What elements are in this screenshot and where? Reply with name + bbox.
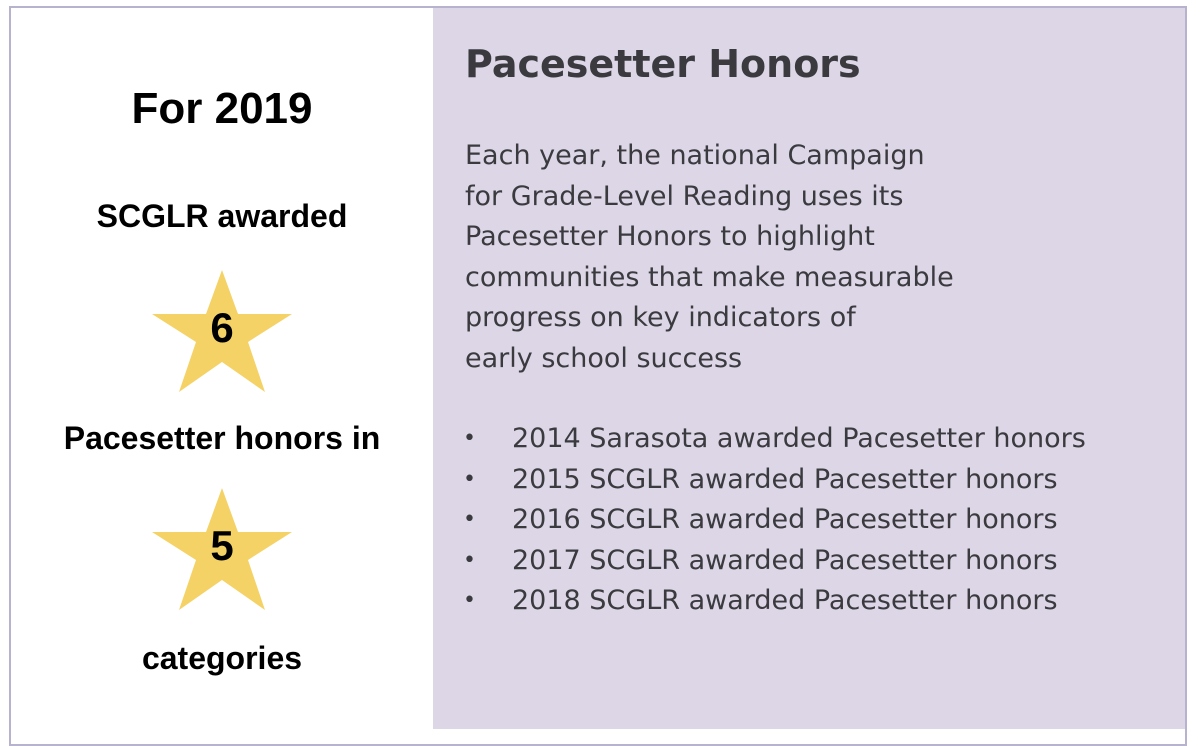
- list-item: [457, 419, 1086, 460]
- summary-panel: [11, 8, 433, 729]
- honor-text: 2017 SCGLR awarded Pacesetter honors: [512, 544, 1058, 576]
- bullet-icon: •: [463, 547, 476, 573]
- categories-label: categories: [141, 640, 303, 676]
- honor-text: 2015 SCGLR awarded Pacesetter honors: [512, 463, 1058, 495]
- honors-label: Pacesetter honors in: [63, 420, 381, 456]
- bullet-icon: •: [463, 426, 476, 451]
- bullet-icon: •: [463, 507, 476, 533]
- list-item: [457, 460, 1086, 501]
- honor-text: 2014 Sarasota awarded Pacesetter honors: [512, 423, 1086, 454]
- honors-count-star: [152, 270, 292, 392]
- description-line: for Grade-Level Reading uses its: [465, 180, 904, 212]
- categories-count-star: [152, 488, 292, 610]
- honor-text: 2016 SCGLR awarded Pacesetter honors: [512, 504, 1058, 536]
- honor-text: 2018 SCGLR awarded Pacesetter honors: [512, 585, 1058, 617]
- bullet-icon: •: [463, 588, 476, 614]
- year-heading: For 2019: [131, 84, 313, 133]
- list-item: [457, 541, 1086, 582]
- awarded-label: SCGLR awarded: [96, 198, 348, 234]
- description-line: communities that make measurable: [465, 261, 954, 293]
- description-line: Pacesetter Honors to highlight: [465, 221, 875, 253]
- description-line: progress on key indicators of: [465, 302, 856, 334]
- description-line: early school success: [465, 342, 743, 374]
- description: [465, 136, 1025, 380]
- honors-list: [457, 419, 1086, 622]
- list-item: [457, 500, 1086, 541]
- categories-count: 5: [210, 522, 234, 569]
- honors-count: 6: [210, 304, 234, 351]
- panel-title: Pacesetter Honors: [465, 42, 861, 86]
- description-line: Each year, the national Campaign: [465, 140, 925, 171]
- bullet-icon: •: [463, 466, 476, 492]
- list-item: [457, 581, 1086, 622]
- details-panel: [433, 8, 1185, 729]
